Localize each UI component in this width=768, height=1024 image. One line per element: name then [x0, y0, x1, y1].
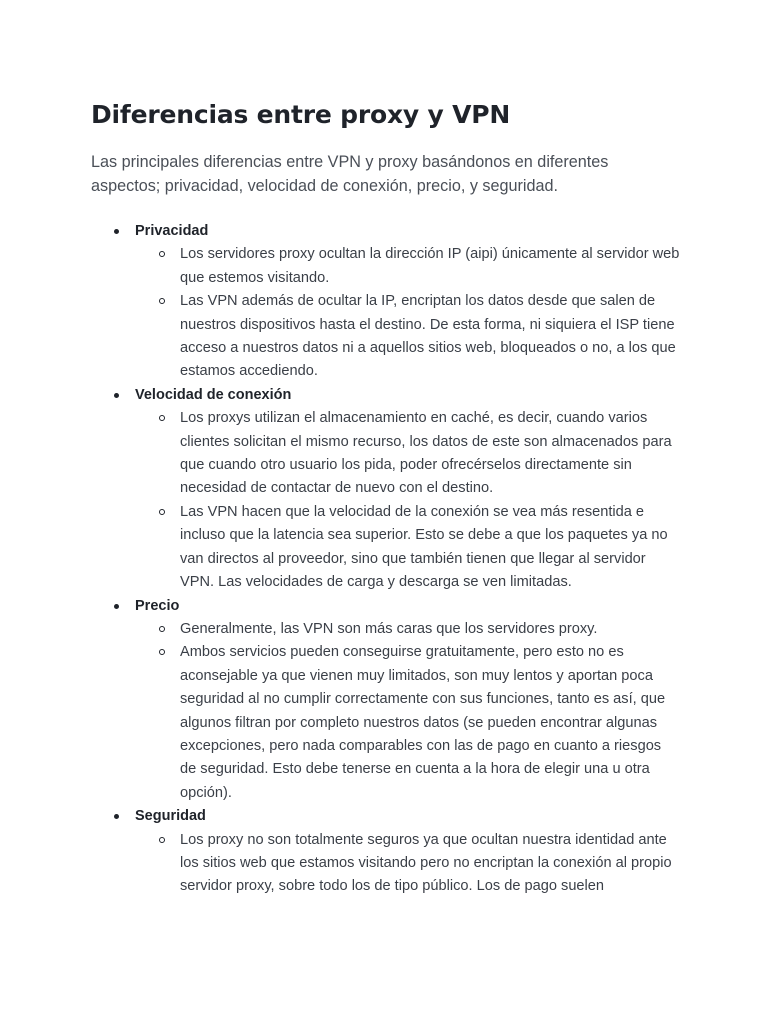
section-precio: [91, 595, 768, 806]
list-item: [135, 290, 680, 384]
section-privacidad: [91, 220, 768, 384]
circle-bullet-icon: [159, 298, 165, 304]
section-seguridad: [91, 805, 768, 899]
list-item: [135, 243, 680, 290]
sub-list: [135, 407, 768, 594]
sub-list: [135, 618, 768, 805]
list-item-text: Los proxy no son totalmente seguros ya que ocultan nuestra identidad ante los sitios web que estamos visitando pero no encriptan la conexión al propio servidor proxy, sobre todo los de tipo público. Los de pago suelen: [180, 831, 672, 895]
list-item-text: Ambos servicios pueden conseguirse gratuitamente, pero esto no es aconsejable ya que vienen muy limitados, son muy lentos y aportan poca seguridad al no cumplir correctamente con sus funciones, tanto es así, que algunos filtran por completo nuestros datos (se pueden encontrar algunas excepciones, pero nada comparables con las de pago en cuanto a riesgos de seguridad. Esto debe tenerse en cuenta a la hora de elegir una u otra opción).: [180, 644, 666, 801]
intro-paragraph: Las principales diferencias entre VPN y proxy basándonos en diferentes aspectos; privacidad, velocidad de conexión, precio, y seguridad.: [91, 153, 609, 195]
list-item: [135, 618, 680, 641]
list-item: [135, 501, 680, 595]
list-item: [135, 829, 680, 899]
list-item-text: Los proxys utilizan el almacenamiento en caché, es decir, cuando varios clientes solicitan el mismo recurso, los datos de este son almacenados para que cuando otro usuario los pida, poder ofrecérselos directamente sin necesidad de contactar de nuevo con el destino.: [180, 410, 672, 497]
document-title: Diferencias entre proxy y VPN: [91, 100, 511, 129]
circle-bullet-icon: [159, 837, 165, 843]
list-item-text: Las VPN hacen que la velocidad de la conexión se vea más resentida e incluso que la latencia sea superior. Esto se debe a que los paquetes ya no van directos al proveedor, sino que también tienen que llegar al servidor VPN. Las velocidades de carga y descarga se ven limitadas.: [180, 503, 668, 591]
bullet-icon: [114, 393, 119, 398]
list-item-text: Las VPN además de ocultar la IP, encriptan los datos desde que salen de nuestros dispositivos hasta el destino. De esta forma, ni siquiera el ISP tiene acceso a nuestros datos ni a aquellos sitios web, bloqueados o no, a los que estamos accediendo.: [180, 293, 676, 380]
section-label: Velocidad de conexión: [135, 386, 292, 403]
circle-bullet-icon: [159, 509, 165, 515]
circle-bullet-icon: [159, 649, 165, 655]
list-item-text: Generalmente, las VPN son más caras que los servidores proxy.: [180, 620, 598, 637]
section-velocidad: [91, 384, 768, 595]
section-label: Privacidad: [135, 223, 209, 239]
bullet-icon: [114, 604, 119, 609]
list-item: [135, 641, 680, 805]
section-label: Precio: [135, 597, 180, 614]
bullet-icon: [114, 814, 119, 819]
circle-bullet-icon: [159, 626, 165, 632]
list-item: [135, 407, 680, 501]
section-label: Seguridad: [135, 808, 206, 825]
sections-list: [91, 220, 768, 899]
bullet-icon: [114, 229, 119, 234]
list-item-text: Los servidores proxy ocultan la dirección IP (aipi) únicamente al servidor web que estemos visitando.: [180, 246, 680, 286]
circle-bullet-icon: [159, 415, 165, 421]
sub-list: [135, 243, 768, 383]
sub-list: [135, 829, 768, 899]
circle-bullet-icon: [159, 251, 165, 257]
